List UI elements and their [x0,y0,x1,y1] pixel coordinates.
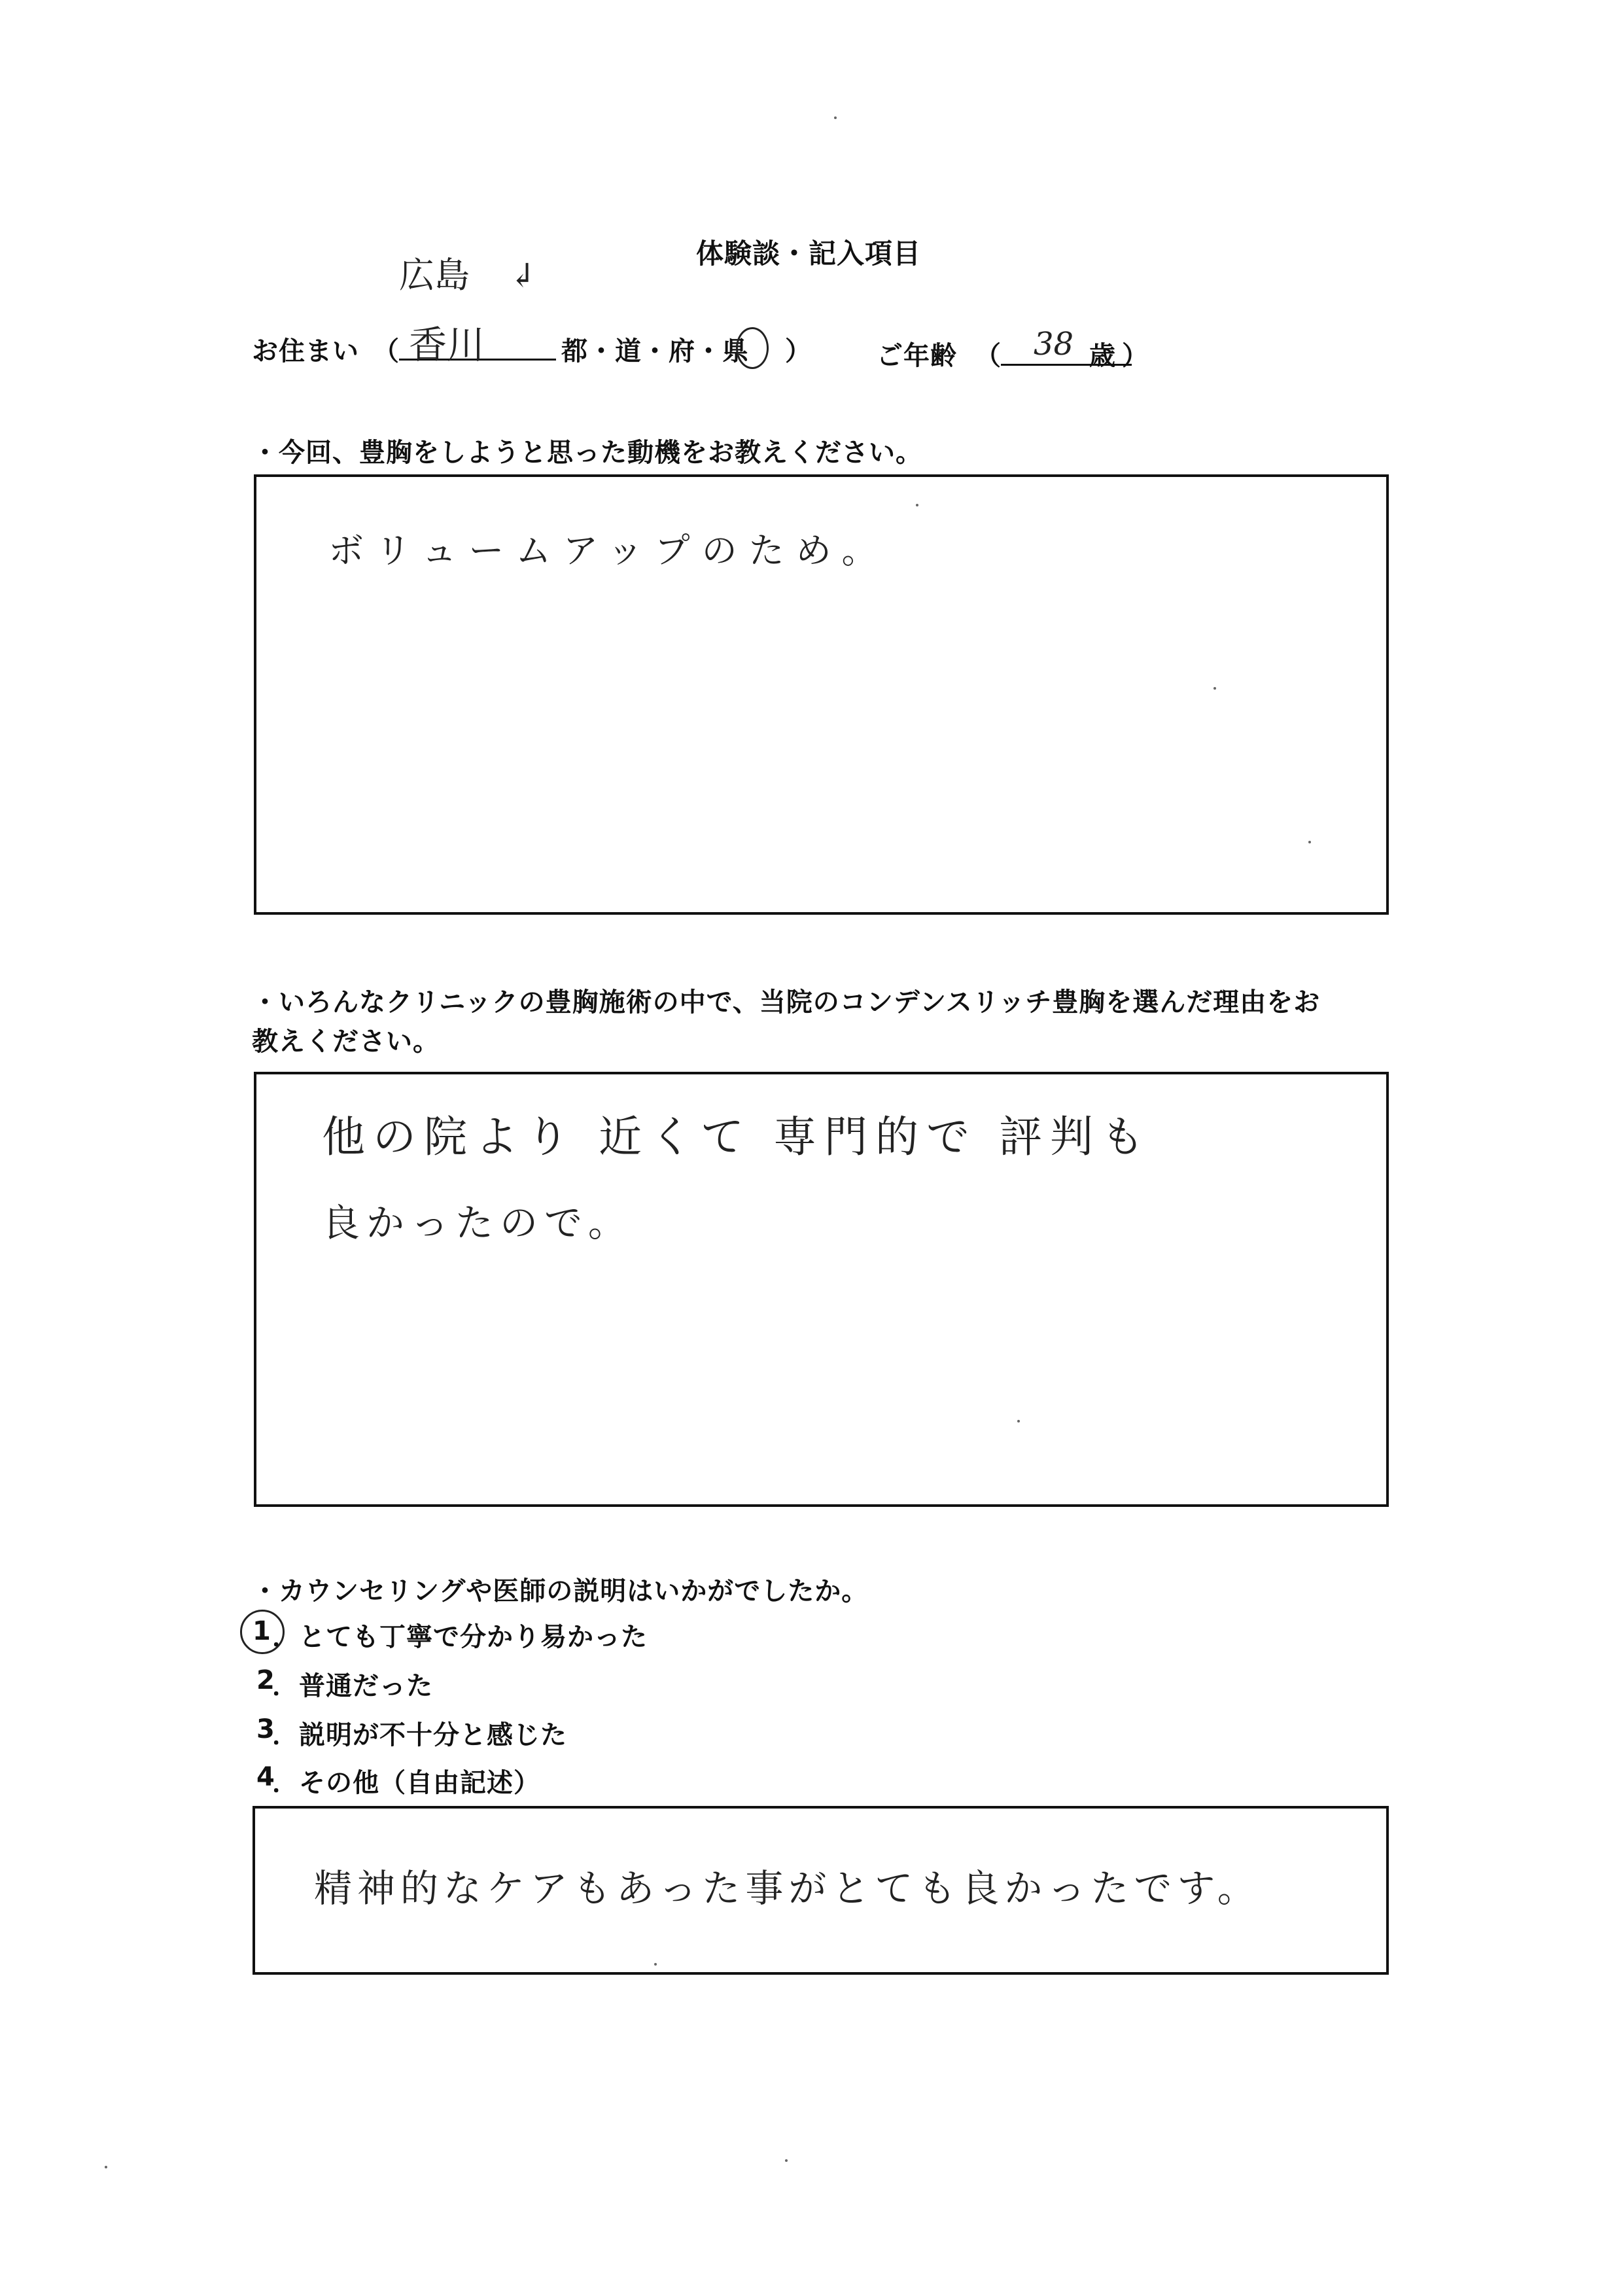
age-open-paren: （ [975,341,1002,371]
age-unit: 歳 [1089,341,1116,371]
option-1-label[interactable]: ．とても丁寧で分かり易かった [272,1622,648,1652]
page-title: 体験談・記入項目 [696,238,922,270]
scan-speck [916,504,918,506]
age-label: ご年齢 [877,341,957,371]
q2-answer-line2: 良かったので。 [322,1201,633,1245]
q1-answer-text: ボリュームアップのため。 [328,530,889,571]
scan-speck [785,2159,788,2162]
residence-handwritten-value[interactable]: 香川 [409,323,485,367]
q3-free-answer-text: 精神的なケアもあった事がとても良かったです。 [314,1866,1261,1911]
residence-close-paren: ） [785,336,812,366]
residence-handwritten-correction: 広島 [399,255,470,296]
q1-answer-box[interactable] [254,474,1389,915]
residence-label: お住まい [252,336,359,366]
age-close-paren: ） [1122,341,1149,371]
option-1-number[interactable]: 1 [253,1616,271,1646]
scan-speck [105,2166,107,2168]
scan-speck [1017,1420,1020,1422]
residence-open-paren: （ [373,336,400,366]
prefecture-suffix: 都・道・府・県 [561,336,749,366]
scan-speck [654,1963,657,1966]
q1-question: ・今回、豊胸をしようと思った動機をお教えください。 [252,438,922,468]
option-4-label[interactable]: ．その他（自由記述） [272,1768,540,1798]
option-3-label[interactable]: ．説明が不十分と感じた [272,1720,567,1750]
q2-answer-line1: 他の院より 近くて 専門的で 評判も [322,1112,1152,1162]
option-2-label[interactable]: ．普通だった [272,1671,433,1701]
scan-speck [834,116,837,119]
q2-question-line2: 教えください。 [252,1027,440,1057]
option-4-number[interactable]: 4 [256,1762,275,1792]
scan-speck [1213,687,1216,690]
q2-question-line1: ・いろんなクリニックの豊胸施術の中で、当院のコンデンスリッチ豊胸を選んだ理由をお [252,987,1321,1017]
q3-free-answer-box[interactable] [253,1806,1389,1975]
option-3-number[interactable]: 3 [256,1714,275,1744]
q2-answer-box[interactable] [254,1072,1389,1507]
option-2-number[interactable]: 2 [256,1665,275,1695]
age-handwritten-value[interactable]: 38 [1034,326,1074,362]
scan-speck [1308,841,1311,843]
correction-arrow-icon: ↲ [509,256,536,294]
q3-question: ・カウンセリングや医師の説明はいかがでしたか。 [252,1576,869,1606]
prefecture-circle-mark [736,327,769,369]
